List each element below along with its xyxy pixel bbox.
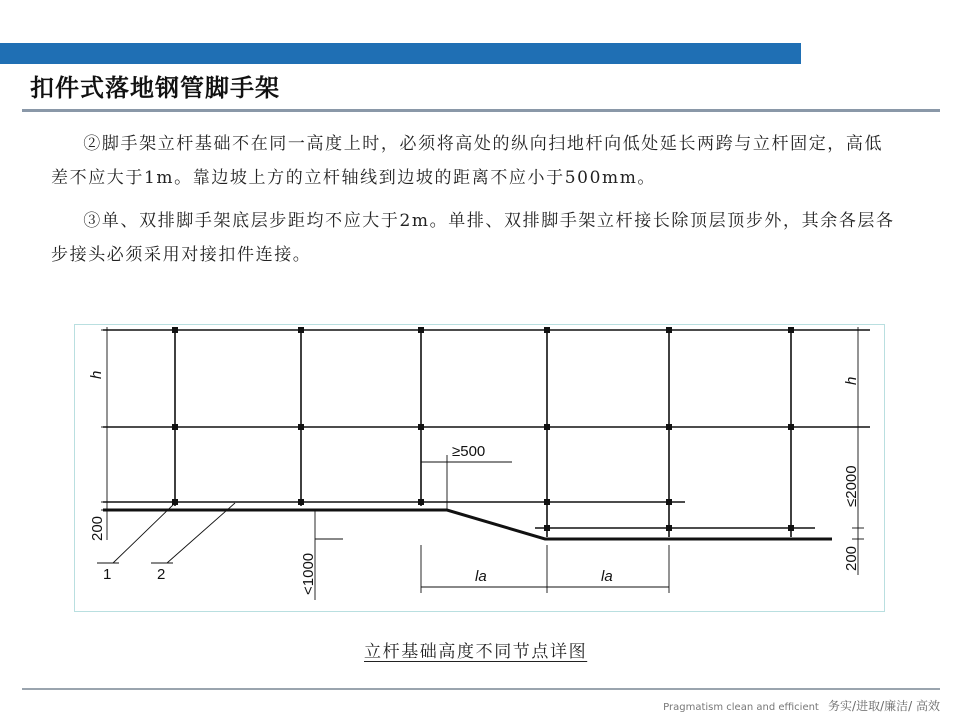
footer-slogan-en: Pragmatism clean and efficient xyxy=(663,702,819,713)
footer-slogan xyxy=(663,697,940,714)
dim-1000-label: <1000 xyxy=(300,552,317,595)
dim-2000-label: ≤2000 xyxy=(843,465,860,507)
dimension-lines xyxy=(97,327,864,600)
coupler-nodes xyxy=(172,327,794,531)
callout-1: 1 xyxy=(103,566,112,583)
page-title: 扣件式落地钢管脚手架 xyxy=(30,74,280,102)
la-label-1: la xyxy=(475,568,487,585)
h-right-label: h xyxy=(843,376,860,385)
scaffold-detail-figure xyxy=(74,324,885,612)
footer-slogan-cn: 务实/进取/廉洁/ 高效 xyxy=(828,699,940,713)
paragraph-1: ②脚手架立杆基础不在同一高度上时，必须将高处的纵向扫地杆向低处延长两跨与立杆固定，高低差不应大于1m。靠边坡上方的立杆轴线到边坡的距离不应小于500mm。 xyxy=(51,134,884,188)
ground-line xyxy=(103,510,832,539)
la-label-2: la xyxy=(601,568,613,585)
header-accent-bar xyxy=(0,43,801,64)
paragraph-2: ③单、双排脚手架底层步距均不应大于2m。单排、双排脚手架立杆接长除顶层顶步外，其余各层各步接头必须采用对接扣件连接。 xyxy=(51,211,895,265)
dim-200-right: 200 xyxy=(843,545,860,571)
figure-caption: 立杆基础高度不同节点详图 xyxy=(364,642,588,662)
scaffold-grid xyxy=(103,330,870,537)
dim-500-label: ≥500 xyxy=(452,443,486,460)
footer-divider xyxy=(22,688,940,690)
title-divider xyxy=(22,109,940,112)
dim-200-left: 200 xyxy=(89,515,106,541)
h-left-label: h xyxy=(88,370,105,379)
scaffold-drawing xyxy=(75,325,886,613)
callout-2: 2 xyxy=(157,566,166,583)
